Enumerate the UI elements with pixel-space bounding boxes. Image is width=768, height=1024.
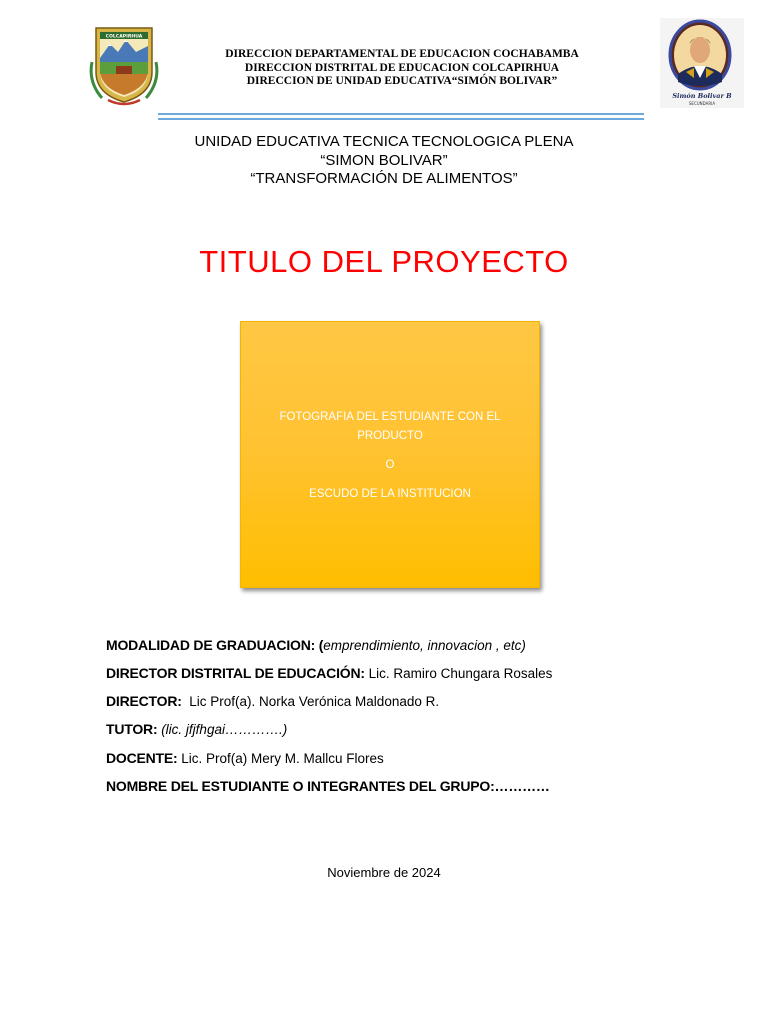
- docente-value: Lic. Prof(a) Mery M. Mallcu Flores: [177, 751, 384, 766]
- modalidad-label: MODALIDAD DE GRADUACION: (: [106, 637, 324, 653]
- photo-placeholder-line-3: O: [385, 459, 395, 471]
- header-directorates: [160, 48, 644, 89]
- header-line-school: DIRECCION DE UNIDAD EDUCATIVA“SIMÓN BOLIVAR”: [246, 75, 558, 87]
- info-director-distrital: [106, 665, 552, 681]
- tutor-label: TUTOR:: [106, 721, 158, 737]
- portrait-caption: Simón Bolivar B: [672, 92, 732, 100]
- header-divider-top: [158, 113, 644, 115]
- info-estudiante: [106, 778, 550, 794]
- institution-quoted-name: “SIMON BOLIVAR”: [320, 151, 448, 169]
- tutor-value: (lic. jfjfhgai………….): [157, 722, 288, 737]
- info-tutor: [106, 721, 287, 737]
- info-docente: [106, 750, 384, 766]
- institution-specialty: “TRANSFORMACIÓN DE ALIMENTOS”: [250, 170, 518, 187]
- director-value: Lic Prof(a). Norka Verónica Maldonado R.: [181, 694, 440, 709]
- photo-placeholder-line-4: ESCUDO DE LA INSTITUCION: [309, 488, 471, 500]
- director-label: DIRECTOR:: [106, 693, 182, 709]
- crest-banner-text: COLCAPIRHUA: [105, 34, 143, 40]
- director-distrital-value: Lic. Ramiro Chungara Rosales: [364, 666, 553, 681]
- director-distrital-label: DIRECTOR DISTRITAL DE EDUCACIÓN:: [106, 665, 365, 681]
- header-line-district: DIRECCION DISTRITAL DE EDUCACION COLCAPIRHUA: [244, 61, 560, 74]
- header-line-departmental: DIRECCION DEPARTAMENTAL DE EDUCACION COCHABAMBA: [225, 48, 579, 60]
- portrait-subcaption: SECUNDARIA: [688, 101, 716, 106]
- estudiante-label: NOMBRE DEL ESTUDIANTE O INTEGRANTES DEL GRUPO:…………: [106, 778, 550, 794]
- docente-label: DOCENTE:: [106, 750, 178, 766]
- institution-name: UNIDAD EDUCATIVA TECNICA TECNOLOGICA PLENA: [194, 133, 574, 150]
- project-title: TITULO DEL PROYECTO: [199, 244, 569, 279]
- colcapirhua-crest-logo: [88, 22, 160, 106]
- header-divider-bottom: [158, 118, 644, 120]
- photo-placeholder-line-1: FOTOGRAFIA DEL ESTUDIANTE CON EL: [279, 411, 501, 423]
- document-date: Noviembre de 2024: [327, 865, 441, 880]
- info-director: [106, 693, 439, 709]
- modalidad-value: emprendimiento, innovacion , etc): [323, 638, 526, 653]
- info-modalidad: [106, 637, 526, 653]
- photo-placeholder-box: [240, 321, 540, 588]
- photo-placeholder-line-2: PRODUCTO: [357, 430, 423, 442]
- institution-block: [0, 133, 768, 189]
- simon-bolivar-portrait-logo: [660, 18, 744, 108]
